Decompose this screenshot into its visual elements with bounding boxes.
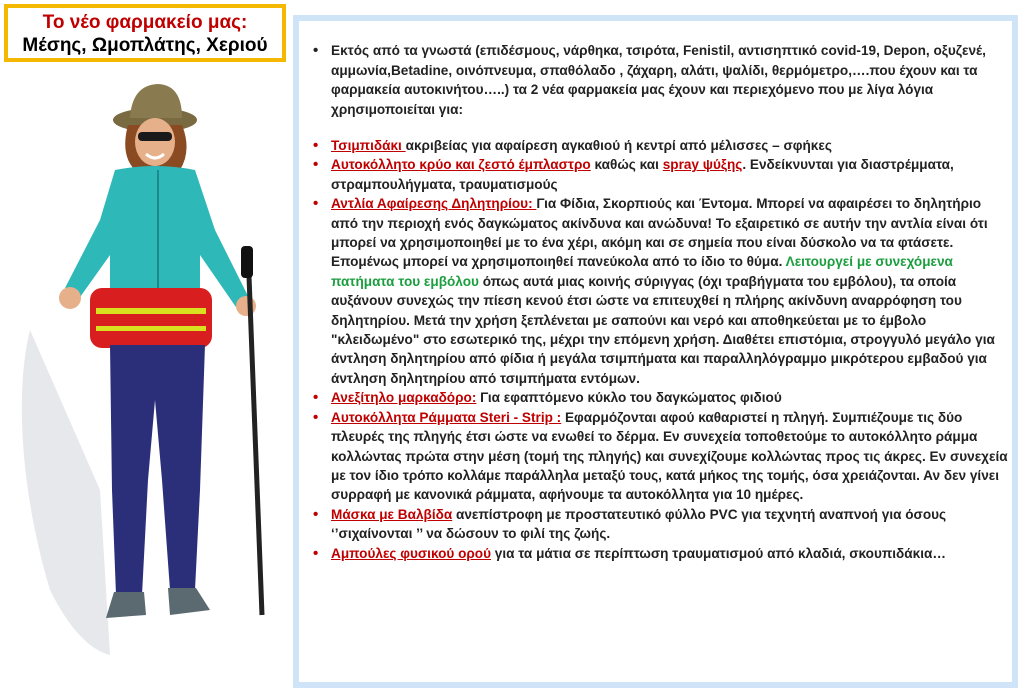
content-box xyxy=(293,15,1018,688)
list-item xyxy=(313,155,1008,194)
list-item xyxy=(313,408,1008,505)
item-label: Μάσκα με Βαλβίδα xyxy=(331,506,453,522)
item-label: Τσιμπιδάκι xyxy=(331,138,406,153)
sunglasses xyxy=(138,132,172,141)
item-text: καθώς και xyxy=(590,157,663,173)
right-boot xyxy=(168,588,210,615)
item-text: ακριβείας για αφαίρεση αγκαθιού ή κεντρί από μέλισσες – σφήκες xyxy=(405,138,832,153)
item-label: Αυτοκόλλητα Ράμματα Steri - Strip : xyxy=(331,409,562,425)
waist-bag-stripe xyxy=(96,308,206,314)
item-text: για τα μάτια σε περίπτωση τραυματισμού από κλαδιά, σκουπιδάκια… xyxy=(491,545,946,561)
item-list xyxy=(313,136,1008,563)
left-hand xyxy=(59,287,81,309)
item-text: Εφαρμόζονται αφού καθαριστεί η πληγή. Συμπιέζουμε τις δύο πλευρές της πληγής έτσι ώστε να ενωθεί το δέρμα. Εν συνεχεία τοποθετούμε το αυτοκόλλητο ράμμα κολλώντας πρώτα στην μέση (τομή της πληγής) και συνεχίζουμε κολλώντας προς τις άκρες. Εν συνεχεία με τον ίδιο τρόπο κολλάμε παράλληλα μεταξύ τους, κατά μήκος της τομής, όσα χρειάζονται. Αν δεν γίνει συρραφή με κανονικά ράμματα, αφήνουμε τα αυτοκόλλητα για 10 ημέρες. xyxy=(331,409,1008,503)
item-label-2: spray ψύξης xyxy=(662,157,743,173)
title-box xyxy=(4,4,286,62)
trousers xyxy=(110,345,205,595)
item-text: Για Φίδια, Σκορπιούς και Έντομα. Μπορεί να αφαιρέσει το δηλητήριο από την περιοχή ενός δαγκώματος ακίνδυνα και ανώδυνα! Το εξαιρετικό σε αυτήν την αντλία είναι ότι μπορεί να χρησιμοποιηθεί με το ένα χέρι, ακόμη και σε σημεία που είναι δύσκολο να τα φτάσετε. Επομένως μπορεί να χρησιμοποιηθεί πανεύκολα από το ίδιο το θύμα. xyxy=(331,196,988,270)
item-label: Αυτοκόλλητο κρύο και ζεστό έμπλαστρο xyxy=(331,157,591,173)
item-green-text: Λειτουργεί με συνεχόμενα πατήματα του εμβόλου xyxy=(331,254,953,289)
item-text: ανεπίστροφη με προστατευτικό φύλλο PVC για τεχνητή αναπνοή για όσους ‘’σιχαίνονται ’’ να δώσουν το φιλί της ζωής. xyxy=(331,506,947,542)
intro-paragraph: • Εκτός από τα γνωστά (επιδέσμους, νάρθηκα, τσιρότα, Fenistil, αντισηπτικό covid-19, Depon, οξυζενέ, αμμωνία,Betadine, οινόπνευμα, σπαθόλαδο , ζάχαρη, αλάτι, ψαλίδι, θερμόμετρο,….που έχουν και τα φαρμακεία αυτοκινήτου…..) τα 2 νέα φαρμακεία μας έχουν και περιεχόμενο που με λίγα λόγια χρησιμοποιείται για: xyxy=(313,41,1003,119)
hiker-shadow xyxy=(22,330,110,655)
item-text-2: . Ενδείκνυνται για διαστρέμματα, στραμπουλήγματα, τραυματισμούς xyxy=(331,157,954,192)
item-label: Ανεξίτηλο μαρκαδόρο: xyxy=(331,390,477,406)
title-line-1: Το νέο φαρμακείο μας: xyxy=(42,12,248,33)
title-line-2: Μέσης, Ωμοπλάτης, Χεριού xyxy=(22,35,268,56)
list-item xyxy=(313,136,1008,155)
intro-wrap xyxy=(313,41,1003,119)
waist-bag xyxy=(90,288,212,348)
item-text-2: όπως αυτά μιας κοινής σύριγγας (όχι τραβήγματα του εμβόλου), τα οποία αυξάνουν συνεχώς την πίεση κενού έτσι ώστε να επιτευχθεί η πλήρης ακίνδυνη αναρρόφηση του δηλητηρίου. Μετά την χρήση ξεπλένεται με σαπούνι και νερό και αποθηκεύεται με το έμβολο "κλειδωμένο" στο εσωτερικό της, μέχρι την επόμενη χρήση. Διαθέτει επιστόμια, στρογγυλό μεγάλο για άντληση δηλητηρίου από φίδια ή μεγάλα τσιμπήματα και παραλληλόγραμμο μικρότερου εμβαδού για άντληση δηλητηρίου από τσιμπήματα εντόμων. xyxy=(331,273,995,386)
list-item xyxy=(313,388,1008,407)
item-label: Αμπούλες φυσικού ορού xyxy=(331,545,491,561)
list-item xyxy=(313,544,1008,563)
pole-grip xyxy=(241,246,253,278)
list-item xyxy=(313,194,1008,388)
hiker-photo xyxy=(10,70,280,670)
waist-bag-stripe-2 xyxy=(96,326,206,331)
list-item xyxy=(313,505,1008,544)
left-boot xyxy=(106,592,146,618)
item-text: Για εφαπτόμενο κύκλο του δαγκώματος φιδιού xyxy=(476,390,782,406)
hat-crown xyxy=(130,84,182,118)
right-hand xyxy=(236,296,256,316)
item-label: Αντλία Αφαίρεσης Δηλητηρίου: xyxy=(331,196,537,212)
